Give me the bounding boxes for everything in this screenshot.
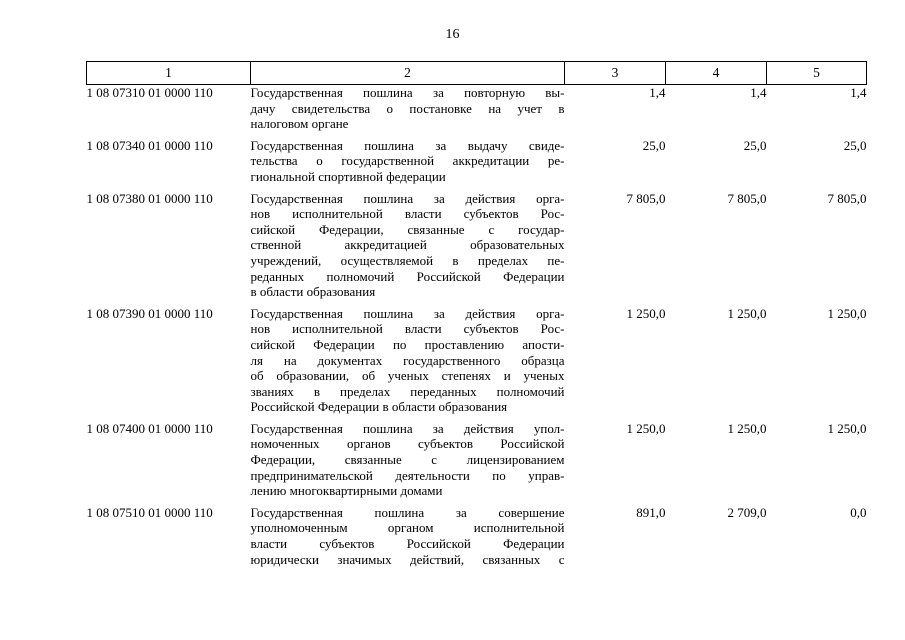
- revenue-name-line: Российской Федерации в области образования: [250, 399, 508, 415]
- header-col-5: 5: [767, 62, 867, 85]
- table-body: [87, 85, 867, 568]
- revenue-code: 1 08 07390 01 0000 110: [86, 305, 213, 321]
- table-row: [87, 191, 867, 306]
- amount-col-4: 7 805,0: [727, 190, 767, 206]
- amount-col-3: 891,0: [636, 504, 666, 520]
- amount-col-5: 7 805,0: [827, 190, 867, 206]
- header-col-1: 1: [87, 62, 251, 85]
- header-row: [87, 62, 867, 85]
- revenue-name-line: юридически значимых действий, связанных с: [250, 551, 565, 567]
- revenue-name-line: Государственная пошлина за действия орга-: [250, 305, 565, 321]
- table-row: [87, 85, 867, 138]
- revenue-name-line: сийской Федерации, связанные с государ-: [250, 221, 565, 237]
- revenue-code: 1 08 07310 01 0000 110: [86, 85, 213, 100]
- revenue-name-line: Государственная пошлина за действия упол-: [250, 420, 565, 436]
- revenue-name-line: дачу свидетельства о постановке на учет в: [250, 100, 565, 116]
- amount-col-5: 1 250,0: [827, 305, 867, 321]
- amount-col-4: 1,4: [750, 85, 767, 100]
- amount-col-5: 0,0: [850, 504, 867, 520]
- amount-col-3: 1,4: [649, 85, 666, 100]
- header-col-2: 2: [251, 62, 565, 85]
- revenue-name-line: нов исполнительной власти субъектов Рос-: [250, 206, 565, 222]
- revenue-name-line: сийской Федерации по проставлению апости-: [250, 336, 565, 352]
- revenue-code: 1 08 07510 01 0000 110: [86, 504, 213, 520]
- table-row: [87, 505, 867, 567]
- revenue-name-line: налоговом органе: [250, 116, 349, 132]
- table-row: [87, 138, 867, 191]
- revenue-name-line: тельства о государственной аккредитации ре-: [250, 153, 565, 169]
- revenue-name-line: званиях в пределах переданных полномочий: [250, 383, 565, 399]
- revenue-name-line: власти субъектов Российской Федерации: [250, 536, 565, 552]
- revenue-name: [251, 85, 565, 138]
- revenue-name-line: в области образования: [250, 284, 376, 300]
- revenue-name-line: предпринимательской деятельности по управ-: [250, 467, 565, 483]
- revenue-name-line: Государственная пошлина за действия орга-: [250, 190, 565, 206]
- revenue-name-line: нов исполнительной власти субъектов Рос-: [250, 321, 565, 337]
- revenue-name-line: уполномоченным органом исполнительной: [250, 520, 565, 536]
- revenue-name-line: Федерации, связанные с лицензированием: [250, 452, 565, 468]
- revenue-name: [251, 505, 565, 567]
- revenue-code: 1 08 07380 01 0000 110: [86, 190, 213, 206]
- header-col-3: 3: [565, 62, 666, 85]
- amount-col-3: 7 805,0: [626, 190, 666, 206]
- revenue-name-line: реданных полномочий Российской Федерации: [250, 268, 565, 284]
- revenue-name-line: гиональной спортивной федерации: [250, 168, 446, 184]
- revenue-name: [251, 191, 565, 306]
- amount-col-4: 1 250,0: [727, 420, 767, 436]
- amount-col-4: 1 250,0: [727, 305, 767, 321]
- revenue-name-line: Государственная пошлина за повторную вы-: [250, 85, 565, 100]
- amount-col-3: 25,0: [642, 137, 666, 153]
- revenue-name-line: Государственная пошлина за совершение: [250, 504, 565, 520]
- revenue-name-line: об образовании, об ученых степенях и ученых: [250, 368, 565, 384]
- revenue-name-line: ля на документах государственного образца: [250, 352, 565, 368]
- revenue-name-line: лению многоквартирными домами: [250, 483, 443, 499]
- amount-col-3: 1 250,0: [626, 305, 666, 321]
- header-col-4: 4: [666, 62, 767, 85]
- revenue-name-line: номоченных органов субъектов Российской: [250, 436, 565, 452]
- amount-col-5: 1,4: [850, 85, 867, 100]
- table-row: [87, 306, 867, 421]
- table-row: [87, 421, 867, 505]
- revenue-name: [251, 138, 565, 191]
- revenue-name-line: ственной аккредитацией образовательных: [250, 237, 565, 253]
- amount-col-5: 25,0: [843, 137, 867, 153]
- budget-table: [86, 61, 867, 567]
- revenue-name-line: Государственная пошлина за выдачу свиде-: [250, 137, 565, 153]
- revenue-code: 1 08 07400 01 0000 110: [86, 420, 213, 436]
- page-number: 16: [445, 27, 460, 42]
- revenue-name: [251, 421, 565, 505]
- revenue-code: 1 08 07340 01 0000 110: [86, 137, 213, 153]
- revenue-name: [251, 306, 565, 421]
- amount-col-3: 1 250,0: [626, 420, 666, 436]
- amount-col-5: 1 250,0: [827, 420, 867, 436]
- amount-col-4: 2 709,0: [727, 504, 767, 520]
- revenue-name-line: учреждений, осуществляемой в пределах пе-: [250, 252, 565, 268]
- amount-col-4: 25,0: [743, 137, 767, 153]
